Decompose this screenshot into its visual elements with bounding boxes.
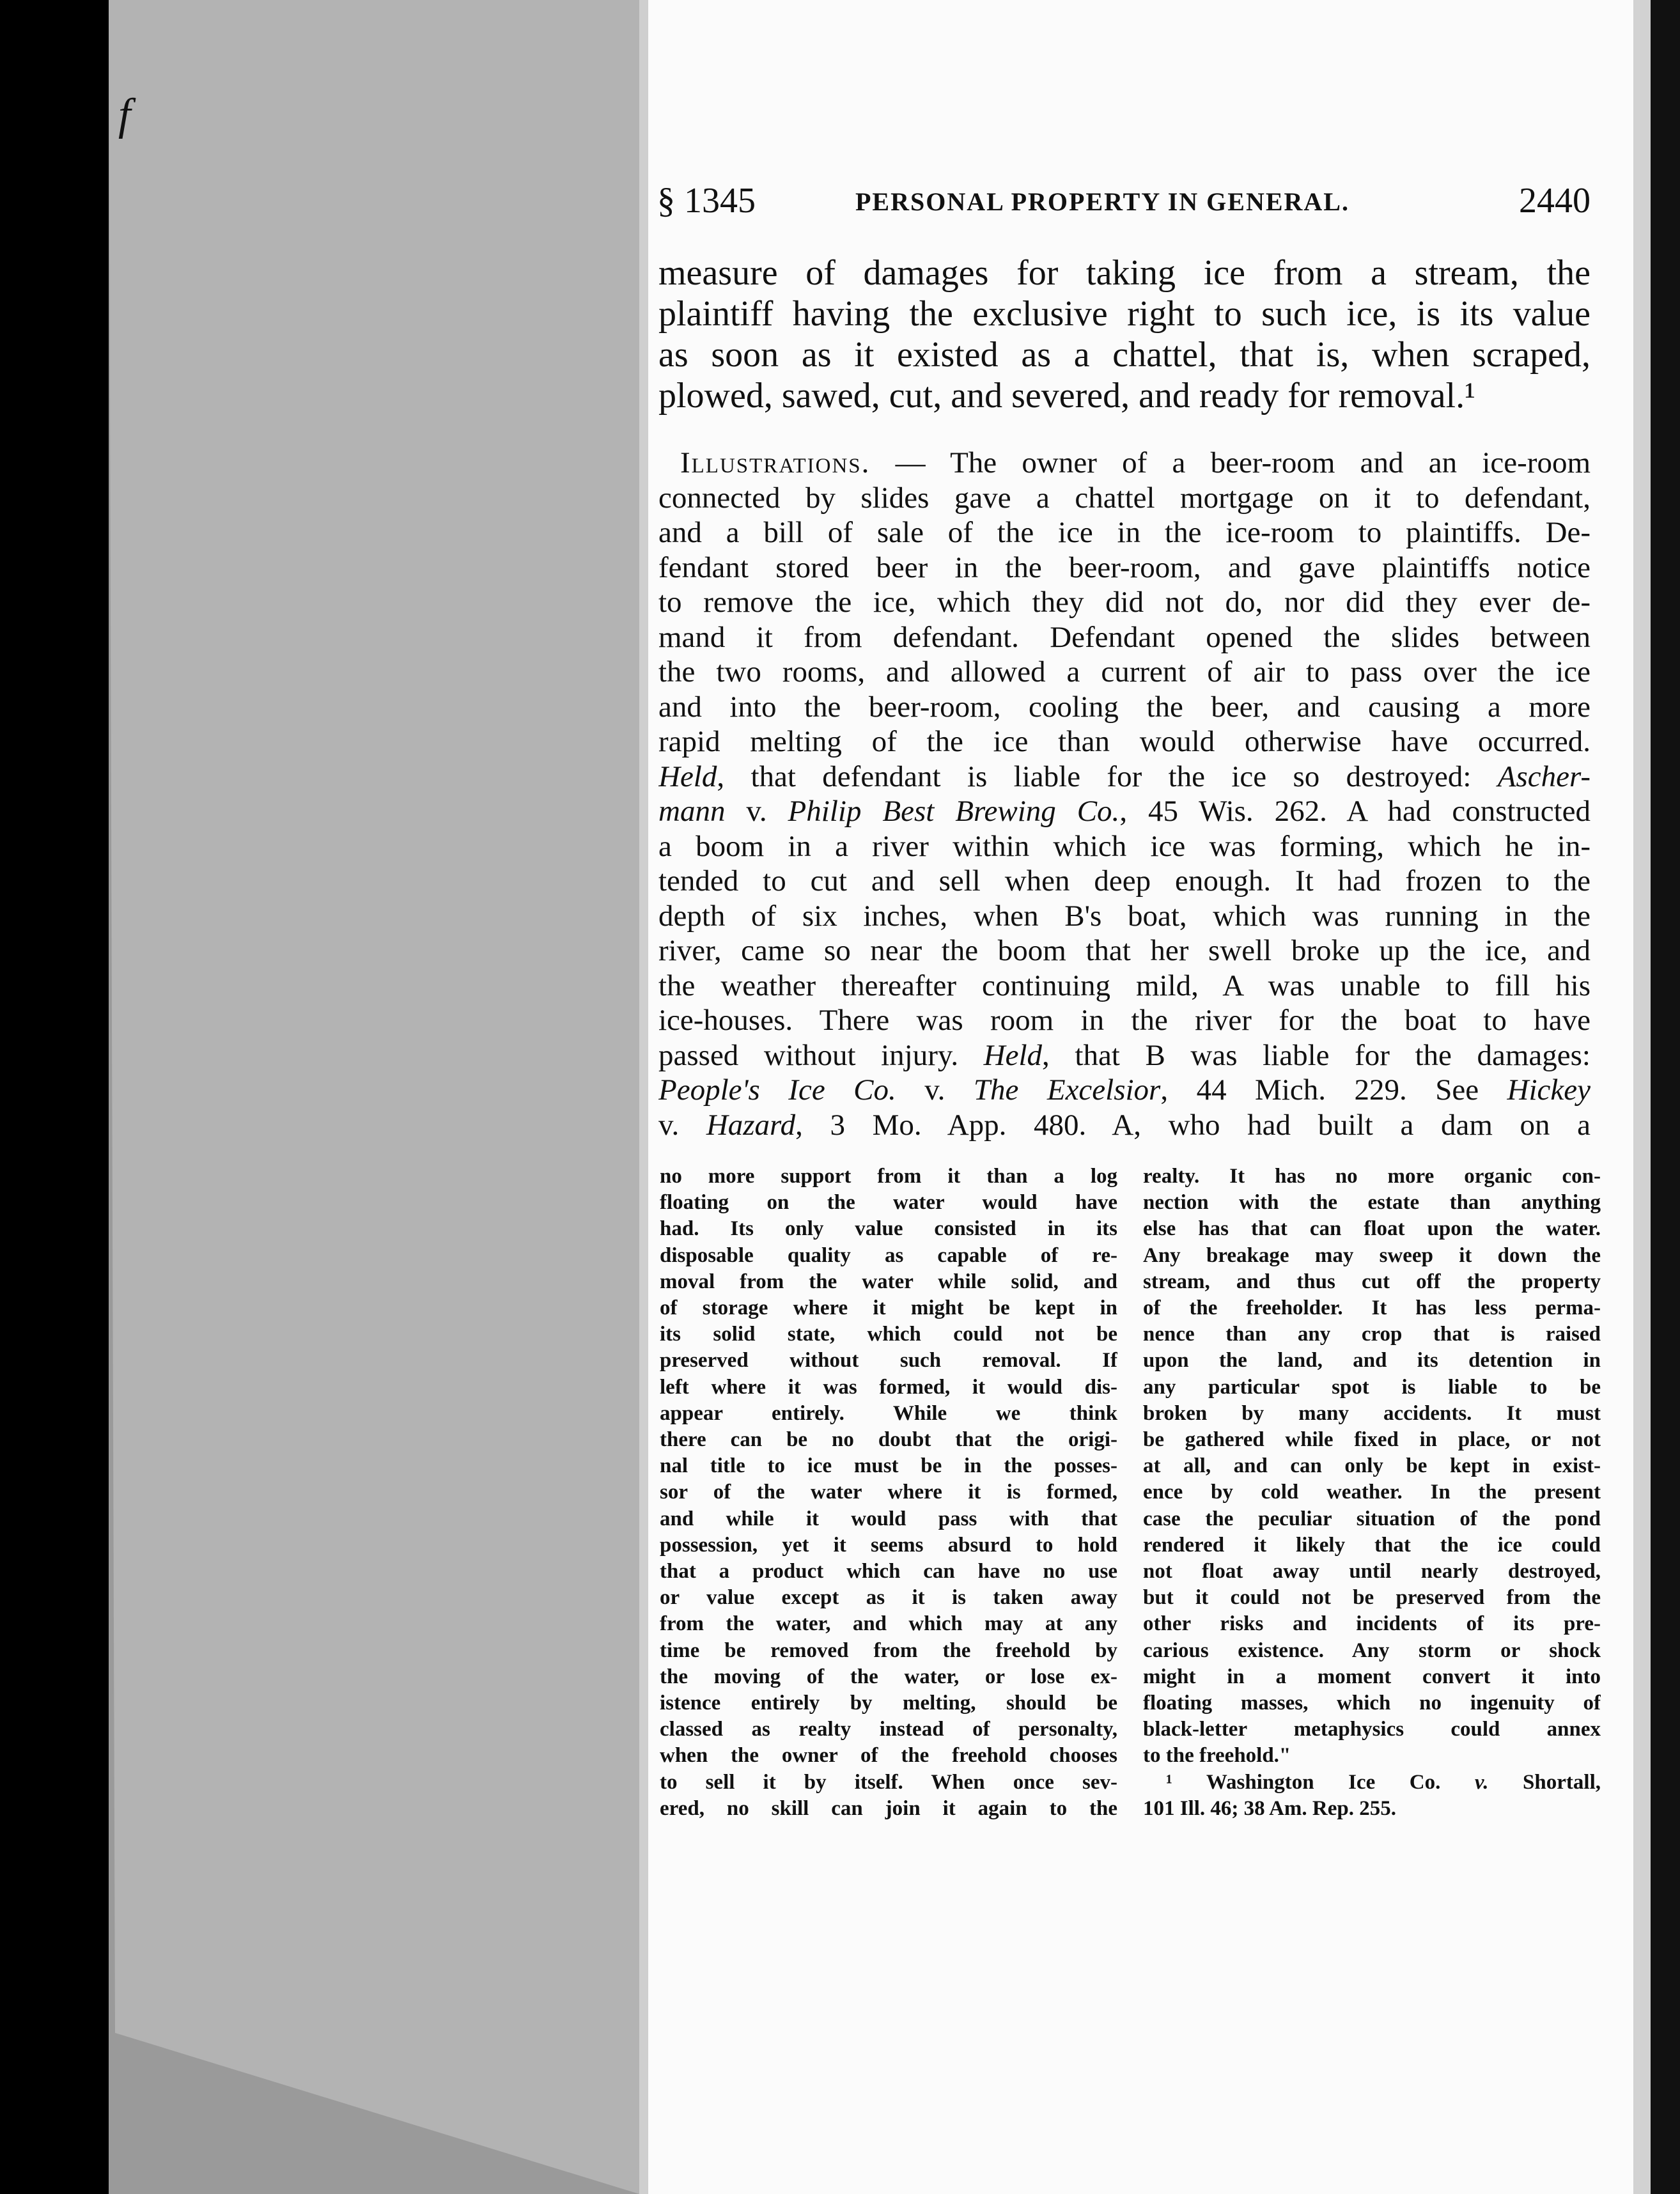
footnote-line: Any breakage may sweep it down the xyxy=(1143,1243,1601,1267)
illustration-line: and into the beer-room, cooling the beer, and causing a more xyxy=(658,690,1591,724)
illustration-line: fendant stored beer in the beer-room, and gave plaintiffs notice xyxy=(658,550,1591,584)
body-paragraph xyxy=(658,253,1591,416)
footnote-citation: 101 Ill. 46; 38 Am. Rep. 255. xyxy=(1143,1796,1396,1820)
footnote-line: but it could not be preserved from the xyxy=(1143,1586,1601,1610)
footnote-line: from the water, and which may at any xyxy=(660,1612,1117,1636)
footnote-column-left xyxy=(660,1163,1117,1822)
footnote-line: be gathered while fixed in place, or not xyxy=(1143,1428,1601,1452)
illustration-line: passed without injury. Held, that B was liable for the damages: xyxy=(658,1038,1591,1072)
illustrations-paragraph xyxy=(658,446,1591,1142)
footnote-line: floating masses, which no ingenuity of xyxy=(1143,1692,1601,1715)
illustration-line: depth of six inches, when B's boat, which was running in the xyxy=(658,899,1591,933)
illustration-line: the two rooms, and allowed a current of air to pass over the ice xyxy=(658,655,1591,689)
section-number: § 1345 xyxy=(657,181,756,221)
footnote-line: its solid state, which could not be xyxy=(660,1323,1117,1346)
footnote-line: possession, yet it seems absurd to hold xyxy=(660,1533,1117,1557)
footnote-line: might in a moment convert it into xyxy=(1143,1665,1601,1688)
footnote-line: no more support from it than a log xyxy=(660,1165,1117,1188)
footnote-line: appear entirely. While we think xyxy=(660,1401,1117,1425)
footnote-line: nection with the estate than anything xyxy=(1143,1191,1601,1215)
footnote-line: time be removed from the freehold by xyxy=(660,1638,1117,1662)
footnote-line: that a product which can have no use xyxy=(660,1560,1117,1583)
illustration-line: connected by slides gave a chattel mortgage on it to defendant, xyxy=(658,481,1591,515)
footnote-line: not float away until nearly destroyed, xyxy=(1143,1560,1601,1583)
illustration-line: mand it from defendant. Defendant opened the slides between xyxy=(658,620,1591,654)
footnote-line: of storage where it might be kept in xyxy=(660,1296,1117,1320)
illustrations-heading: Illustrations. xyxy=(680,446,871,479)
footnote-line: carious existence. Any storm or shock xyxy=(1143,1638,1601,1662)
illustration-line: to remove the ice, which they did not do, nor did they ever de- xyxy=(658,586,1591,619)
footnote-line: had. Its only value consisted in its xyxy=(660,1217,1117,1241)
illustration-line: river, came so near the boom that her swell broke up the ice, and xyxy=(658,934,1591,967)
body-line: plaintiff having the exclusive right to such ice, is its value xyxy=(658,294,1591,334)
footnote-line: nal title to ice must be in the posses- xyxy=(660,1454,1117,1478)
margin-mark: f xyxy=(118,90,131,139)
footnote-line: realty. It has no more organic con- xyxy=(1143,1165,1601,1188)
illustration-line: tended to cut and sell when deep enough. It had frozen to the xyxy=(658,864,1591,898)
illustration-line: a boom in a river within which ice was forming, which he in- xyxy=(658,829,1591,863)
footnote-column-right xyxy=(1143,1163,1601,1822)
footnote-line: or value except as it is taken away xyxy=(660,1586,1117,1610)
footnote-line: classed as realty instead of personalty, xyxy=(660,1718,1117,1741)
footnote-line: rendered it likely that the ice could xyxy=(1143,1533,1601,1557)
footnote-line: when the owner of the freehold chooses xyxy=(660,1744,1117,1768)
footnote-line: any particular spot is liable to be xyxy=(1143,1375,1601,1399)
illustration-line: mann v. Philip Best Brewing Co., 45 Wis. 262. A had constructed xyxy=(658,795,1591,828)
footnote-line: at all, and can only be kept in exist- xyxy=(1143,1454,1601,1478)
chapter-title: PERSONAL PROPERTY IN GENERAL. xyxy=(855,187,1349,216)
page-number: 2440 xyxy=(1519,181,1591,221)
body-line: as soon as it existed as a chattel, that is, when scraped, xyxy=(658,335,1591,375)
footnote-line: disposable quality as capable of re- xyxy=(660,1243,1117,1267)
illustration-line: ice-houses. There was room in the river for the boat to have xyxy=(658,1004,1591,1037)
footnote-line: sor of the water where it is formed, xyxy=(660,1481,1117,1504)
footnote-line: to sell it by itself. When once sev- xyxy=(660,1770,1117,1794)
footnote-line: ence by cold weather. In the present xyxy=(1143,1481,1601,1504)
illustration-line: rapid melting of the ice than would otherwise have occurred. xyxy=(658,725,1591,758)
footnote-line: broken by many accidents. It must xyxy=(1143,1401,1601,1425)
illustration-line: People's Ice Co. v. The Excelsior, 44 Mich. 229. See Hickey xyxy=(658,1073,1591,1107)
footnote-line: else has that can float upon the water. xyxy=(1143,1217,1601,1241)
footnote-line: ered, no skill can join it again to the xyxy=(660,1796,1117,1820)
footnote-line: case the peculiar situation of the pond xyxy=(1143,1507,1601,1530)
illustration-line: v. Hazard, 3 Mo. App. 480. A, who had built a dam on a xyxy=(658,1108,1591,1142)
footnote-line: black-letter metaphysics could annex xyxy=(1143,1718,1601,1741)
footnote-line: and while it would pass with that xyxy=(660,1507,1117,1530)
illustration-line: and a bill of sale of the ice in the ice-room to plaintiffs. De- xyxy=(658,516,1591,549)
footnote-line: upon the land, and its detention in xyxy=(1143,1349,1601,1373)
footnote-line: other risks and incidents of its pre- xyxy=(1143,1612,1601,1636)
illustration-line: Held, that defendant is liable for the ice so destroyed: Ascher- xyxy=(658,759,1591,793)
footnote-line: nence than any crop that is raised xyxy=(1143,1323,1601,1346)
illustration-line: the weather thereafter continuing mild, A was unable to fill his xyxy=(658,969,1591,1002)
body-line: plowed, sawed, cut, and severed, and ready for removal.¹ xyxy=(658,376,1475,416)
footnote-line: moval from the water while solid, and xyxy=(660,1270,1117,1293)
footnote-line: of the freeholder. It has less perma- xyxy=(1143,1296,1601,1320)
footnote-line: preserved without such removal. If xyxy=(660,1349,1117,1373)
footnote-line: floating on the water would have xyxy=(660,1191,1117,1215)
footnote-line: the moving of the water, or lose ex- xyxy=(660,1665,1117,1688)
footnote-line: left where it was formed, it would dis- xyxy=(660,1375,1117,1399)
illustration-line: Illustrations. — The owner of a beer-room and an ice-room xyxy=(680,446,1591,479)
footnote-line: istence entirely by melting, should be xyxy=(660,1692,1117,1715)
footnote-line: stream, and thus cut off the property xyxy=(1143,1270,1601,1293)
footnote-citation: ¹ Washington Ice Co. v. Shortall, xyxy=(1166,1770,1601,1794)
footnote-line: to the freehold." xyxy=(1143,1744,1291,1768)
footnote-line: there can be no doubt that the origi- xyxy=(660,1428,1117,1452)
running-header xyxy=(657,180,1591,231)
body-line: measure of damages for taking ice from a stream, the xyxy=(658,253,1591,293)
